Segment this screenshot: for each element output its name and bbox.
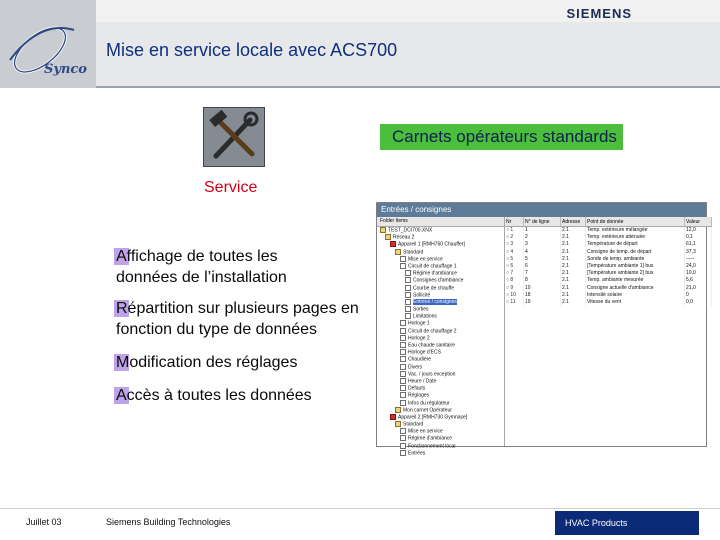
hammer-wrench-icon [203,107,265,167]
tree-node-label: Entrées / consignes [413,299,457,306]
table-cell: ○ 5 [505,256,524,263]
tree-node-label: Appareil 1 [RMH760 Chauffer] [398,241,465,248]
table-cell: 3 [524,241,561,248]
tree-node-label: Vac. / jours exception [408,371,456,378]
table-cell: 2.1 [561,299,586,306]
table-cell: 1 [524,227,561,235]
tree-node-icon [405,270,411,276]
table-row[interactable] [505,270,712,277]
tree-node[interactable] [377,263,504,270]
acs700-screenshot-window [376,202,707,457]
tree-node-label: Régime d'ambiance [413,270,458,277]
tree-node[interactable] [377,249,504,256]
tree-node[interactable] [377,234,504,241]
tree-node-label: Réseau 2 [393,234,415,241]
tree-node-label: Standard [403,421,424,428]
tree-node-label: Horloge 2 [408,335,430,342]
table-row[interactable] [505,277,712,284]
tree-node-label: Divers [408,363,423,370]
table-cell: ○ 7 [505,270,524,277]
tree-node-label: Régime d'ambiance [408,435,453,442]
tree-node-icon [400,328,406,334]
table-cell: 8 [524,277,561,284]
tree-node-icon [405,306,411,312]
tree-node-icon [405,313,411,319]
tree-node-label: Mise en service [408,428,443,435]
table-cell: ○ 11 [505,299,524,306]
tree-node-icon [400,378,406,384]
tree-node[interactable] [377,320,504,327]
tree-node-label: Mon carnet Opérateur [403,407,452,414]
table-cell: 2.1 [561,285,586,292]
footer-divider [0,508,720,509]
table-cell: 61,1 [685,241,712,248]
table-row[interactable] [505,285,712,292]
tree-node[interactable] [377,364,504,371]
data-points-grid [505,217,704,446]
table-cell: 2.1 [561,292,586,299]
tree-node-label: TEST_DCI700.XNX [388,227,433,234]
tree-node-icon [400,435,406,441]
table-cell: 2.1 [561,270,586,277]
tree-node-label: Eau chaude sanitaire [408,342,455,349]
tree-node-label: Infos du régulateur [408,399,450,406]
tree-node-label: Horloge d'ECS [408,349,441,356]
tree-node-icon [400,364,406,370]
table-cell: 37,3 [685,249,712,256]
tree-node-icon [400,256,406,262]
table-row[interactable] [505,256,712,263]
service-heading: Service [204,179,258,196]
tree-node[interactable] [377,313,504,320]
tree-node[interactable] [377,385,504,392]
tree-node[interactable] [377,428,504,435]
table-cell: ○ 8 [505,277,524,284]
tree-node-icon [400,263,406,269]
tree-node-label: Limitations [413,313,437,320]
tree-node-icon [400,320,406,326]
tree-node[interactable] [377,407,504,414]
table-cell: 2.1 [561,249,586,256]
tree-node-icon [400,450,406,456]
tree-node-icon [400,385,406,391]
tree-node-icon [400,356,406,362]
tree-node-label: Chaudière [408,356,432,363]
table-cell: Intensité solaire [586,292,685,299]
table-cell: ----- [685,256,712,263]
table-cell: ○ 10 [505,292,524,299]
tree-node-label: Horloge 1 [408,320,430,327]
tree-node-label: Fonctionnement local [408,442,456,449]
tree-node[interactable] [377,270,504,277]
tree-node-icon [405,285,411,291]
table-cell: 0,0 [685,299,712,306]
tree-node-icon [390,241,396,247]
table-row[interactable] [505,234,712,241]
tree-node-icon [395,421,401,427]
table-cell: 2.1 [561,277,586,284]
tree-node[interactable] [377,256,504,263]
tree-node[interactable] [377,299,504,306]
table-cell: 2.1 [561,241,586,248]
table-cell: ○ 2 [505,234,524,241]
tree-node-label: Sorties [413,306,429,313]
table-cell: 0 [685,292,712,299]
table-cell: 2.1 [561,256,586,263]
bullet-item: Modification des réglages [116,352,336,373]
page-title: Mise en service locale avec ACS700 [106,40,398,60]
tree-node[interactable] [377,328,504,335]
table-cell: ○ 6 [505,263,524,270]
tree-node[interactable] [377,335,504,342]
tree-node-icon [390,414,396,420]
tree-node-label: Sollicité [413,292,431,299]
column-header[interactable]: Nr [505,217,524,227]
brand-name: SIEMENS [566,6,632,21]
tree-node-label: Circuit de chauffage 2 [408,327,457,334]
table-row[interactable] [505,263,712,270]
title-divider [96,86,720,88]
tree-node[interactable] [377,378,504,385]
table-cell: 2 [524,234,561,241]
tree-node[interactable] [377,227,504,234]
tree-node-icon [395,249,401,255]
tree-node-icon [400,335,406,341]
table-cell: Consigne de temp. de départ [586,249,685,256]
tree-node-label: Appareil 2 [RMH730 Gymnase] [398,414,468,421]
tree-header: Folder Items [377,217,504,227]
column-header[interactable]: N° de ligne [524,217,561,227]
table-cell: 7 [524,270,561,277]
tree-node[interactable] [377,292,504,299]
table-cell: 4 [524,249,561,256]
table-cell: 2.1 [561,227,586,235]
tree-node-label: Consignes d'ambiance [413,277,464,284]
table-cell: Temp. ambiante mesurée [586,277,685,284]
table-row[interactable] [505,299,712,306]
table-cell: 5 [524,256,561,263]
tree-node-icon [405,292,411,298]
table-cell: 2.1 [561,263,586,270]
tree-node[interactable] [377,450,504,457]
footer-date: Juillet 03 [26,517,62,527]
table-row[interactable] [505,249,712,256]
table-cell: 5,6 [685,277,712,284]
table-cell: 21,0 [685,285,712,292]
table-row[interactable] [505,241,712,248]
tree-node-label: Entrées [408,450,426,457]
tree-node[interactable] [377,414,504,421]
synco-logo [0,0,96,88]
table-cell: 10 [524,285,561,292]
tree-node[interactable] [377,277,504,284]
window-title: Entrées / consignes [377,203,706,217]
column-header[interactable]: Adresse [561,217,586,227]
tree-node-icon [395,407,401,413]
standard-operator-notebooks-label: Carnets opérateurs standards [380,124,623,150]
tree-node[interactable] [377,306,504,313]
tree-node-label: Mise en service [408,256,443,263]
tree-node-icon [400,392,406,398]
tree-node[interactable] [377,342,504,349]
tree-node-icon [400,342,406,348]
table-cell: 10,0 [685,270,712,277]
tree-node-icon [400,400,406,406]
table-cell: ○ 4 [505,249,524,256]
bullet-item: Répartition sur plusieurs pages en fonction du type de données [116,298,376,340]
tree-node[interactable] [377,371,504,378]
table-cell: 12,0 [685,227,712,235]
table-cell: ○ 1 [505,227,524,235]
tree-node[interactable] [377,392,504,399]
tree-node-label: Défauts [408,385,426,392]
table-cell: [Température ambiante 1] bus [586,263,685,270]
table-cell: 18 [524,292,561,299]
table-row[interactable] [505,292,712,299]
folder-tree [377,217,505,457]
table-cell: 24,0 [685,263,712,270]
tree-node-icon [405,299,411,305]
column-header[interactable]: Valeur [685,217,712,227]
tree-node[interactable] [377,421,504,428]
bullet-item: Accès à toutes les données [116,385,346,406]
tree-node[interactable] [377,285,504,292]
table-cell: ○ 3 [505,241,524,248]
tree-node[interactable] [377,241,504,248]
table-cell: 19 [524,299,561,306]
table-cell: Consigne actuelle d'ambiance [586,285,685,292]
tree-node-icon [385,234,391,240]
table-cell: 0,1 [685,234,712,241]
tree-node[interactable] [377,349,504,356]
bullet-item: Affichage de toutes les données de l’installation [116,246,316,288]
column-header[interactable]: Point de donnée [586,217,685,227]
tree-node-icon [400,349,406,355]
tree-node-icon [400,428,406,434]
tree-node[interactable] [377,356,504,363]
tree-node-icon [400,371,406,377]
tree-node-icon [380,227,386,233]
table-cell: Température de départ [586,241,685,248]
tree-node-icon [405,277,411,283]
tree-node[interactable] [377,443,504,450]
tree-node[interactable] [377,400,504,407]
footer-company: Siemens Building Technologies [106,517,231,527]
footer-product: HVAC Products [555,511,699,535]
table-cell: 2.1 [561,234,586,241]
tree-node-label: Standard [403,248,424,255]
tree-node-icon [400,443,406,449]
table-cell: Vitesse du vent [586,299,685,306]
table-cell: Sonde de temp. ambiante [586,256,685,263]
logo-text: Synco [44,62,87,77]
table-row[interactable] [505,227,712,235]
table-cell: Temp. extérieure atténuée [586,234,685,241]
table-cell: ○ 9 [505,285,524,292]
tree-node-label: Circuit de chauffage 1 [408,263,457,270]
table-cell: 6 [524,263,561,270]
tree-node-label: Courbe de chauffe [413,284,455,291]
tree-node-label: Heure / Date [408,378,437,385]
table-cell: Temp. extérieure mélangée [586,227,685,235]
table-cell: [Température ambiante 2] bus [586,270,685,277]
tree-node[interactable] [377,435,504,442]
tree-node-label: Réglages [408,392,430,399]
